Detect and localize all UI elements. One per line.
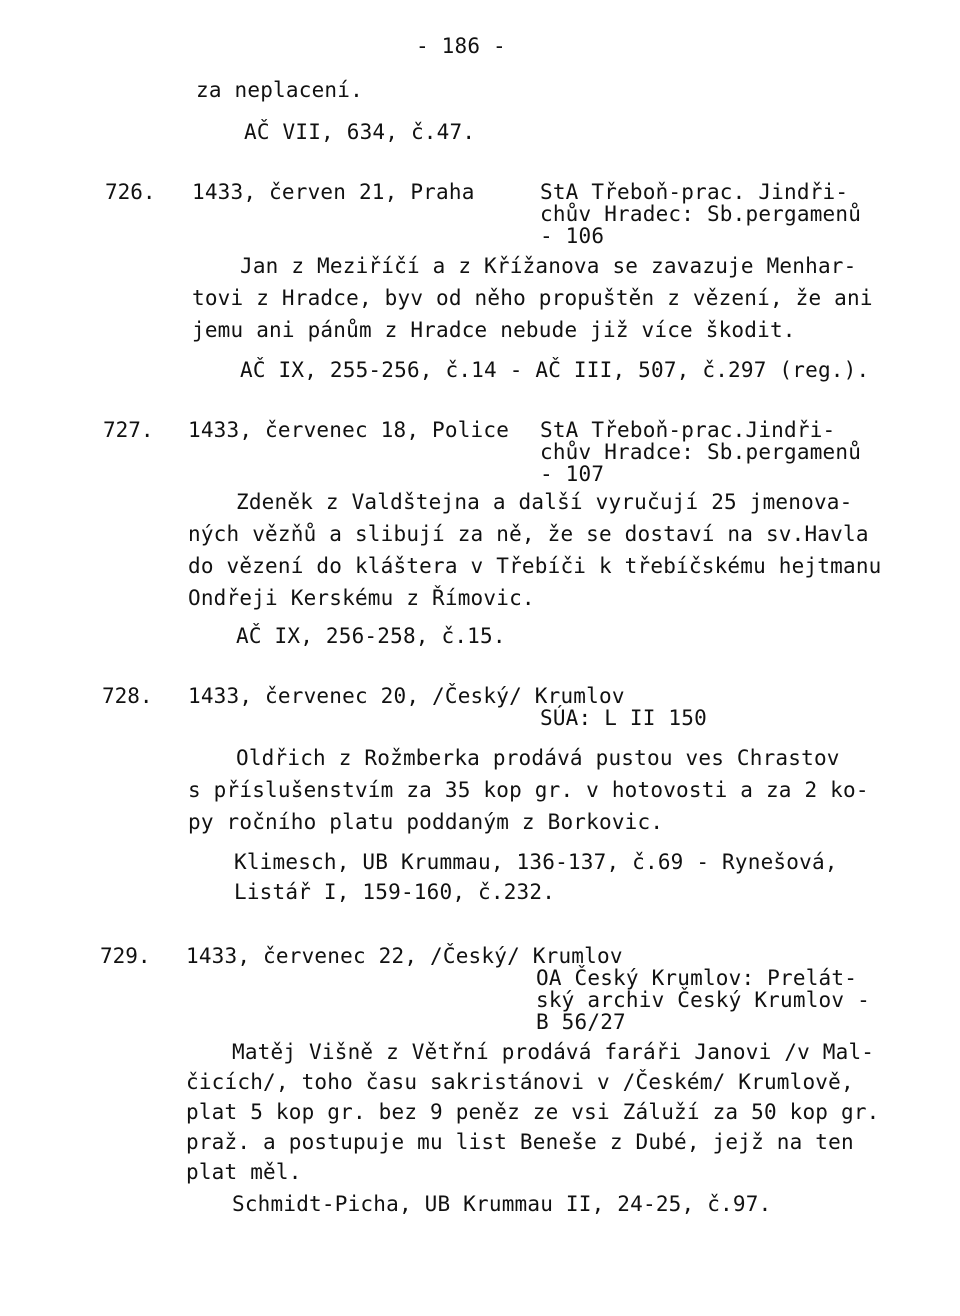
page-number: - 186 - [416,34,506,58]
entry-ref-line: Schmidt-Picha, UB Krummau II, 24-25, č.97. [232,1192,772,1216]
entry-number: 728. [102,684,153,708]
entry-text-line: ných vězňů a slibují za ně, že se dostaví na sv.Havla [188,522,869,546]
entry-text-line: do vězení do kláštera v Třebíči k třebíčskému hejtmanu [188,554,882,578]
entry-archive-line: chův Hradce: Sb.pergamenů [540,440,862,464]
continuation-ref: AČ VII, 634, č.47. [244,120,476,144]
entry-date: 1433, červenec 22, /Český/ Krumlov [186,944,623,968]
entry-text-line: s příslušenstvím za 35 kop gr. v hotovosti a za 2 ko- [188,778,869,802]
entry-ref-line: Klimesch, UB Krummau, 136-137, č.69 - Rynešová, [234,850,838,874]
entry-archive-line: StA Třeboň-prac. Jindři- [540,180,849,204]
entry-date: 1433, červenec 20, /Český/ Krumlov [188,684,625,708]
entry-text-line: plat 5 kop gr. bez 9 peněz ze vsi Záluží za 50 kop gr. [186,1100,880,1124]
entry-archive-line: ský archiv Český Krumlov - [536,988,870,1012]
entry-text-line: Ondřeji Kerskému z Římovic. [188,586,535,610]
entry-archive-line: OA Český Krumlov: Prelát- [536,966,858,990]
continuation-text: za neplacení. [196,78,363,102]
entry-date: 1433, červen 21, Praha [192,180,475,204]
entry-number: 727. [103,418,154,442]
entry-archive-line: chův Hradec: Sb.pergamenů [540,202,862,226]
entry-text-line: plat měl. [186,1160,302,1184]
entry-text-line: tovi z Hradce, byv od něho propuštěn z vězení, že ani [192,286,873,310]
entry-text-line: čicích/, toho času sakristánovi v /Českém/ Krumlově, [186,1070,854,1094]
entry-text-line: Matěj Višně z Větřní prodává faráři Janovi /v Mal- [232,1040,875,1064]
entry-ref-line: AČ IX, 256-258, č.15. [236,624,506,648]
entry-archive-line: B 56/27 [536,1010,626,1034]
entry-ref-line: Listář I, 159-160, č.232. [234,880,556,904]
entry-number: 726. [105,180,156,204]
entry-archive-line: - 107 [540,462,605,486]
entry-number: 729. [100,944,151,968]
entry-text-line: Oldřich z Rožmberka prodává pustou ves Chrastov [236,746,840,770]
entry-ref-line: AČ IX, 255-256, č.14 - AČ III, 507, č.297 (reg.). [240,358,870,382]
entry-archive-line: SÚA: L II 150 [540,706,707,730]
entry-text-line: praž. a postupuje mu list Beneše z Dubé, jejž na ten [186,1130,854,1154]
entry-text-line: Jan z Meziříčí a z Křížanova se zavazuje Menhar- [240,254,857,278]
entry-date: 1433, červenec 18, Police [188,418,510,442]
entry-archive-line: StA Třeboň-prac.Jindři- [540,418,836,442]
entry-text-line: Zdeněk z Valdštejna a další vyručují 25 jmenova- [236,490,853,514]
entry-text-line: jemu ani pánům z Hradce nebude již více škodit. [192,318,796,342]
entry-text-line: py ročního platu poddaným z Borkovic. [188,810,664,834]
entry-archive-line: - 106 [540,224,605,248]
